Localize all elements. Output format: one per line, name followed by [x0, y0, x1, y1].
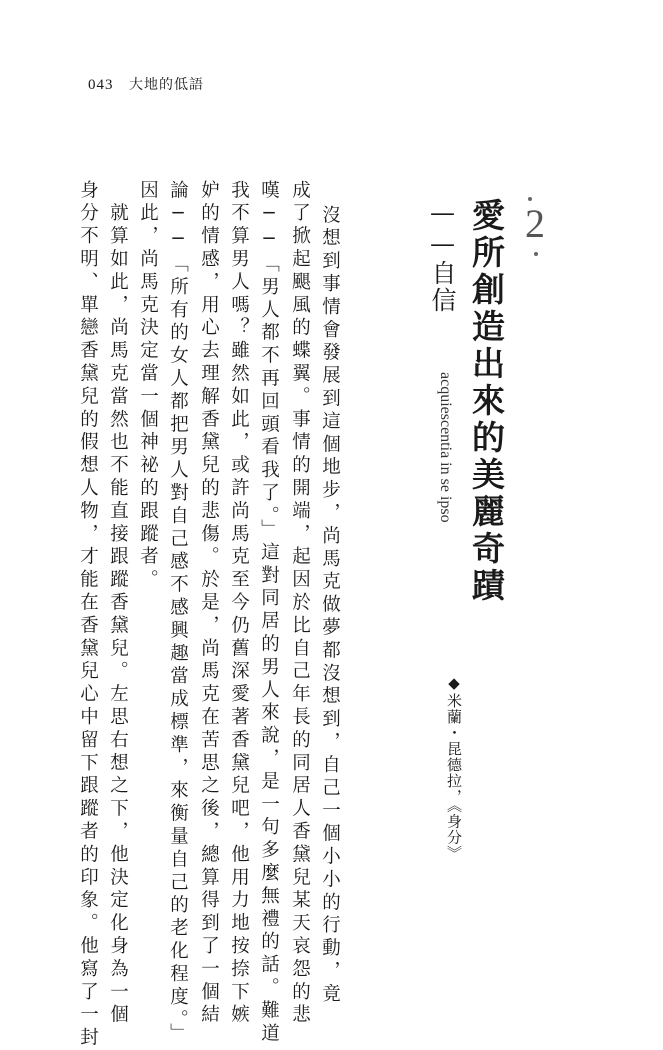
body-line-9: 身分不明、單戀香黛兒的假想人物，才能在香黛兒心中留下跟蹤者的印象。他寫了一封 — [77, 180, 99, 1050]
body-line-8: 就算如此，尚馬克當然也不能直接跟蹤香黛兒。左思右想之下，他決定化身為一個 — [107, 180, 129, 1028]
page-number: 043 — [88, 77, 114, 93]
body-line-3: 嘆──「男人都不再回頭看我了。」這對同居的男人來說，是一句多麼無禮的話。難道 — [258, 180, 280, 1046]
chapter-subtitle: ——自信 — [428, 198, 457, 314]
book-title: 大地的低語 — [128, 77, 204, 93]
body-line-2: 成了掀起颶風的蝶翼。事情的開端，起因於比自己年長的同居人香黛兒某天哀怨的悲 — [289, 180, 311, 1028]
running-header — [88, 74, 204, 94]
body-line-6: 論──「所有的女人都把男人對自己感不感興趣當成標準，來衡量自己的老化程度。」 — [167, 180, 189, 1046]
body-line-4: 我不算男人嗎？雖然如此，或許尚馬克至今仍舊深愛著香黛兒吧，他用力地按捺下嫉 — [228, 180, 250, 1028]
body-line-1: 沒想到事情會發展到這個地步，尚馬克做夢都沒想到，自己一個小小的行動，竟 — [319, 205, 341, 1007]
chapter-dot-bottom — [534, 252, 538, 256]
quote-attribution: ◆米蘭・昆德拉，《身分》 — [445, 674, 463, 862]
body-line-5: 妒的情感，用心去理解香黛兒的悲傷。於是，尚馬克在苦思之後，總算得到了一個結 — [198, 180, 220, 1028]
body-line-7: 因此，尚馬克決定當一個神祕的跟蹤者。 — [137, 180, 159, 593]
chapter-latin-phrase: acquiescentia in se ipso — [437, 372, 454, 523]
chapter-number: 2 — [525, 201, 545, 246]
chapter-title: 愛所創造出來的美麗奇蹟 — [467, 198, 506, 605]
